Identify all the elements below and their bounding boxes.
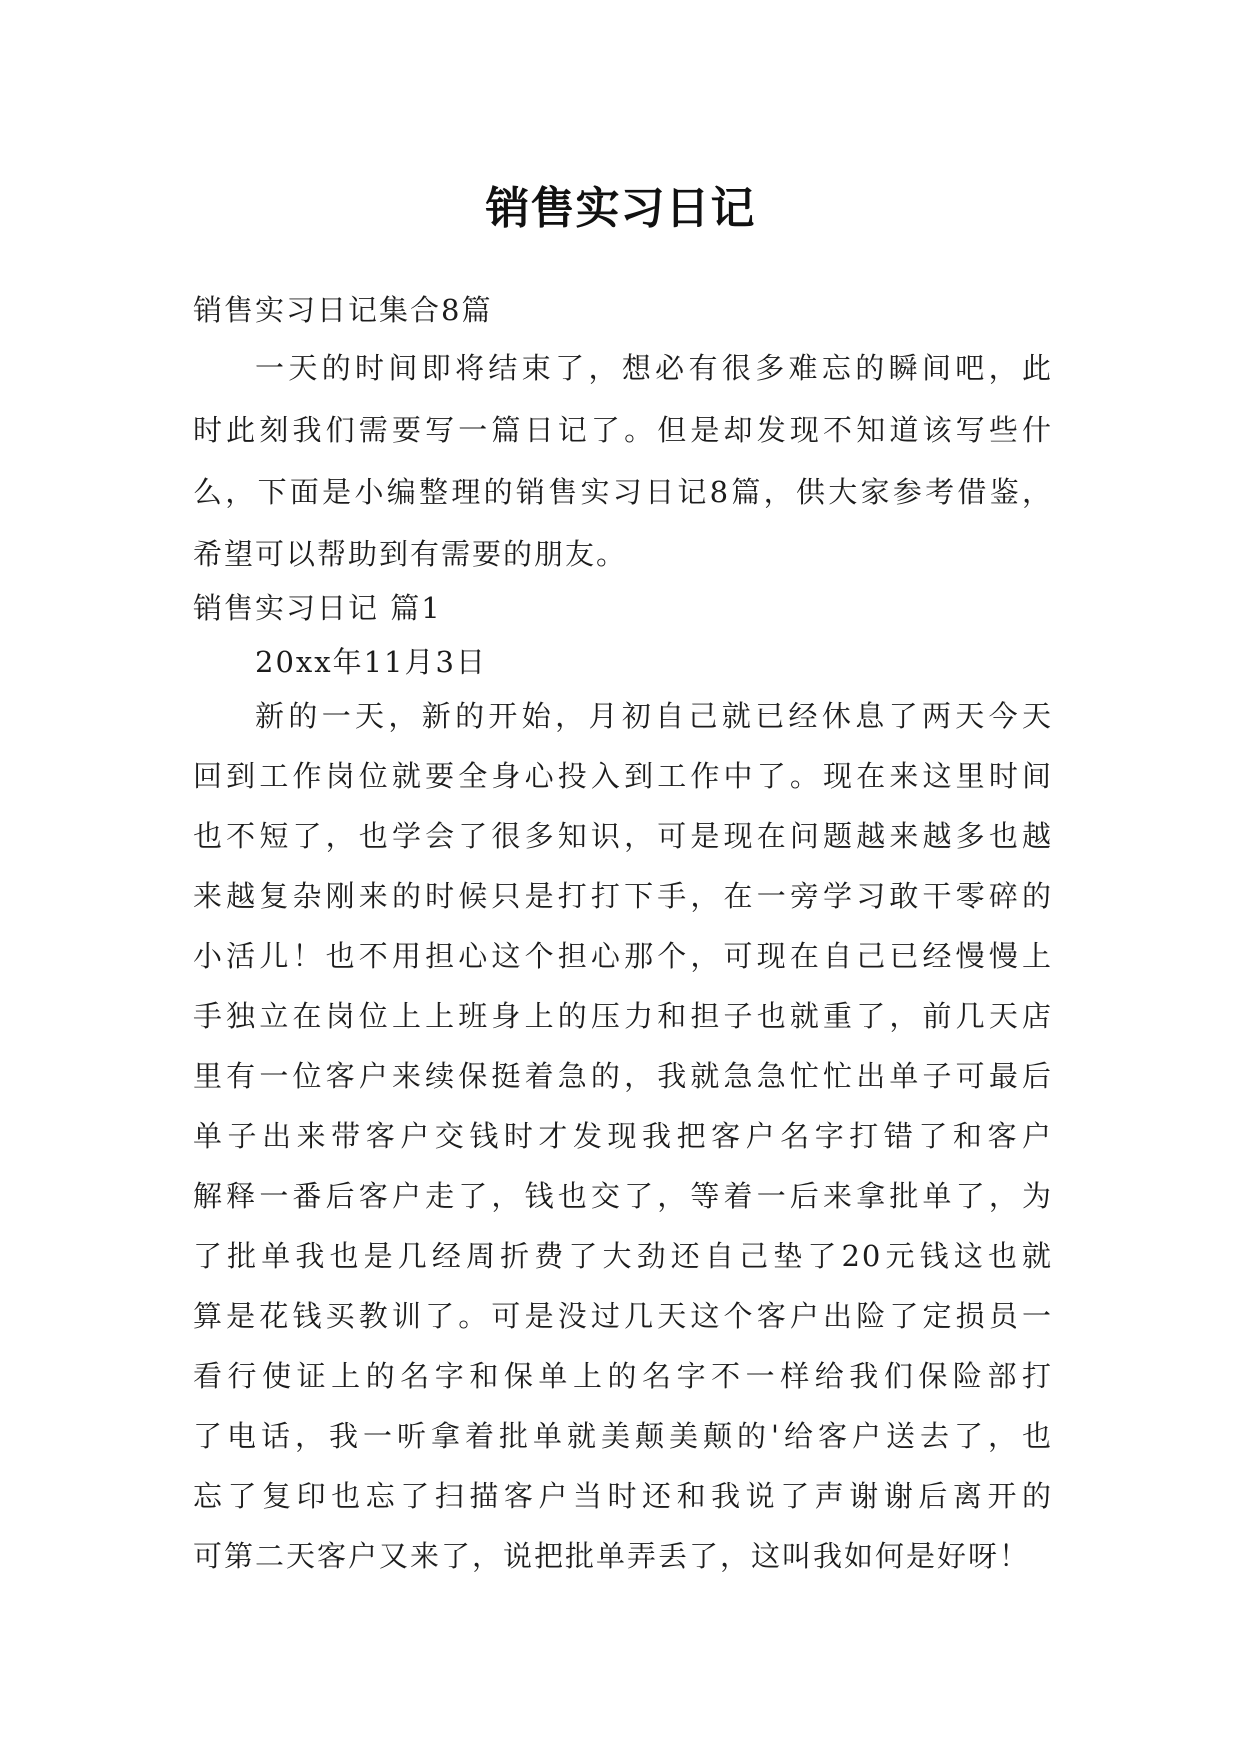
entry-line: 单子出来带客户交钱时才发现我把客户名字打错了和客户 xyxy=(193,1119,1053,1153)
entry-line: 回到工作岗位就要全身心投入到工作中了。现在来这里时间 xyxy=(193,759,1053,793)
document-body xyxy=(193,290,1053,1576)
document-subtitle: 销售实习日记集合8篇 xyxy=(193,293,493,327)
section-heading: 销售实习日记 篇1 xyxy=(193,591,442,625)
entry-line: 了批单我也是几经周折费了大劲还自己垫了20元钱这也就 xyxy=(193,1239,1053,1273)
entry-line: 新的一天，新的开始，月初自己就已经休息了两天今天 xyxy=(255,699,1053,733)
intro-line: 时此刻我们需要写一篇日记了。但是却发现不知道该写些什 xyxy=(193,413,1053,447)
entry-line: 手独立在岗位上上班身上的压力和担子也就重了，前几天店 xyxy=(193,999,1053,1033)
entry-line: 了电话，我一听拿着批单就美颠美颠的'给客户送去了，也 xyxy=(193,1419,1053,1453)
entry-date: 20xx年11月3日 xyxy=(255,645,487,679)
entry-line: 小活儿！也不用担心这个担心那个，可现在自己已经慢慢上 xyxy=(193,939,1053,973)
intro-line: 么，下面是小编整理的销售实习日记8篇，供大家参考借鉴， xyxy=(193,475,1053,509)
entry-line: 来越复杂刚来的时候只是打打下手，在一旁学习敢干零碎的 xyxy=(193,879,1053,913)
entry-line: 忘了复印也忘了扫描客户当时还和我说了声谢谢后离开的 xyxy=(193,1479,1053,1513)
entry-line: 看行使证上的名字和保单上的名字不一样给我们保险部打 xyxy=(193,1359,1053,1393)
entry-line: 里有一位客户来续保挺着急的，我就急急忙忙出单子可最后 xyxy=(193,1059,1053,1093)
entry-line: 也不短了，也学会了很多知识，可是现在问题越来越多也越 xyxy=(193,819,1053,853)
entry-line: 算是花钱买教训了。可是没过几天这个客户出险了定损员一 xyxy=(193,1299,1053,1333)
entry-line: 解释一番后客户走了，钱也交了，等着一后来拿批单了，为 xyxy=(193,1179,1053,1213)
intro-line: 希望可以帮助到有需要的朋友。 xyxy=(193,537,628,571)
entry-line: 可第二天客户又来了，说把批单弄丢了，这叫我如何是好呀！ xyxy=(193,1539,1031,1573)
document-title: 销售实习日记 xyxy=(485,183,756,235)
intro-line: 一天的时间即将结束了，想必有很多难忘的瞬间吧，此 xyxy=(255,351,1053,385)
